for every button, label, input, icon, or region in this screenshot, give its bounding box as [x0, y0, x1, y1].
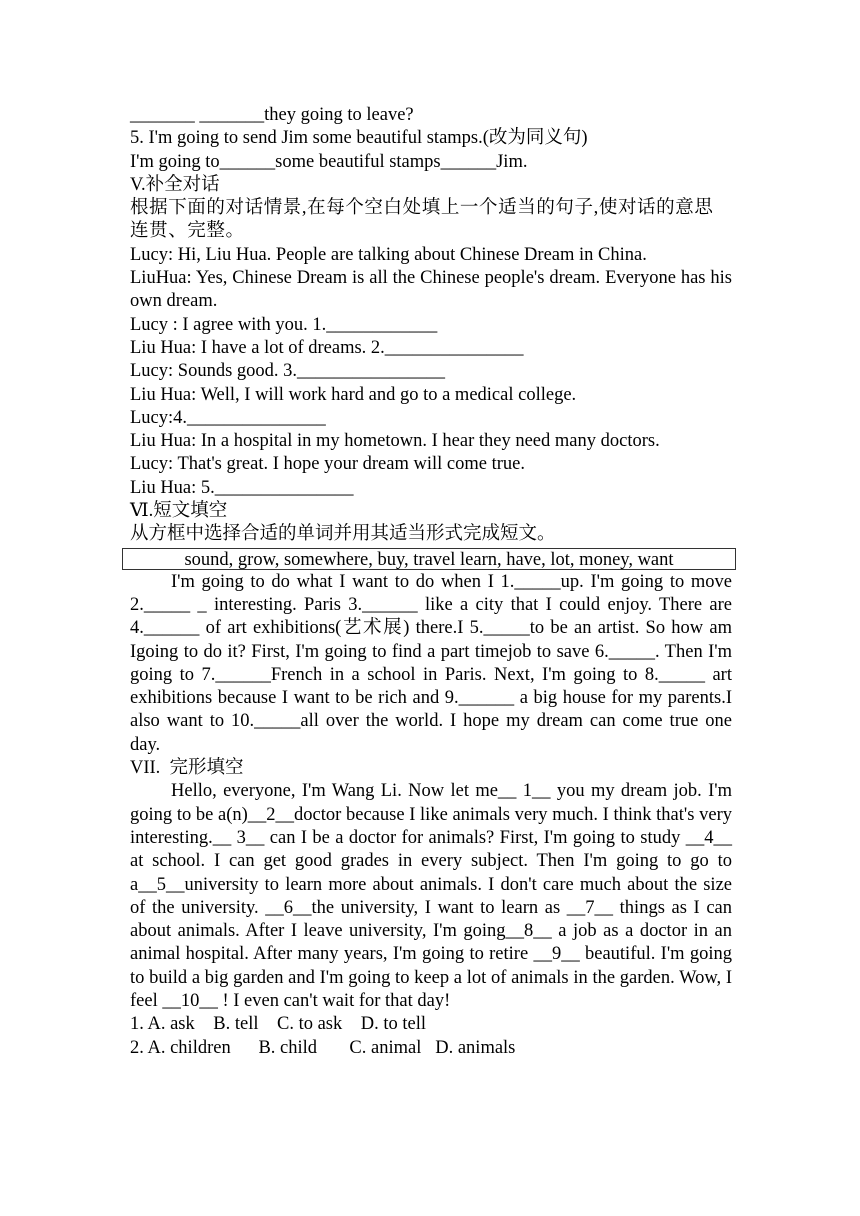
option-c: C. animal [349, 1037, 422, 1058]
document-content [130, 104, 732, 1060]
dialogue-line: Liu Hua: Well, I will work hard and go to a medical college. [130, 384, 577, 405]
section-heading-7: VII. 完形填空 [130, 758, 244, 779]
option-row-1 [130, 1013, 732, 1036]
word-box: sound, grow, somewhere, buy, travel learn, have, lot, money, want [122, 548, 736, 570]
option-b: B. child [258, 1037, 318, 1058]
section-heading-5: V.补全对话 [130, 174, 220, 195]
section-heading-6: Ⅵ.短文填空 [130, 501, 228, 522]
question-line: 5. I'm going to send Jim some beautiful stamps.(改为同义句) [130, 128, 588, 149]
question-line: I'm going to______some beautiful stamps______Jim. [130, 151, 528, 172]
question-line: _______ _______they going to leave? [130, 105, 414, 125]
dialogue-line: Liu Hua: I have a lot of dreams. 2._______________ [130, 337, 524, 358]
dialogue-line: Lucy: Hi, Liu Hua. People are talking about Chinese Dream in China. [130, 244, 647, 265]
dialogue-line: Lucy: Sounds good. 3.________________ [130, 361, 446, 382]
option-a: 2. A. children [130, 1037, 231, 1058]
dialogue-line: Lucy: That's great. I hope your dream will come true. [130, 454, 525, 475]
option-row-2 [130, 1037, 732, 1060]
cloze-passage-7: Hello, everyone, I'm Wang Li. Now let me__ 1__ you my dream job. I'm going to be a(n)__2__doctor because I like animals very much. I think that's very interesting.__ 3__ can I be a doctor for animals? First, I'm going to study __4__ at school. I can get good grades in every subject. Then I'm going to go to a__5__university to learn more about animals. I don't care much about the size of the university. __6__the university, I want to learn as __7__ things as I can about animals. After I leave university, I'm going__8__ a job as a doctor in an animal hospital. After many years, I'm going to retire __9__ beautiful. I'm going to build a big garden and I'm going to keep a lot of animals in the garden. Wow, I feel __10__ ! I even can't wait for that day! [130, 781, 732, 1011]
option-b: B. tell [213, 1014, 259, 1035]
dialogue-line: Liu Hua: In a hospital in my hometown. I hear they need many doctors. [130, 431, 660, 452]
section-instruction-5: 根据下面的对话情景,在每个空白处填上一个适当的句子,使对话的意思连贯、完整。 [130, 198, 714, 242]
dialogue-line: Lucy : I agree with you. 1.____________ [130, 314, 438, 335]
option-a: 1. A. ask [130, 1014, 195, 1035]
dialogue-line: Lucy:4._______________ [130, 407, 326, 428]
option-d: D. to tell [360, 1014, 427, 1035]
option-d: D. animals [435, 1037, 516, 1058]
dialogue-line: Liu Hua: 5._______________ [130, 477, 354, 498]
cloze-passage-6: I'm going to do what I want to do when I 1._____up. I'm going to move 2._____ _ interesting. Paris 3.______ like a city that I could enjoy. There are 4.______ of art exhibitions(艺术展) there.I 5._____to be an artist. So how am Igoing to do it? First, I'm going to find a part timejob to save 6._____. Then I'm going to 7.______French in a school in Paris. Next, I'm going to 8._____ art exhibitions because I want to be rich and 9.______ a big house for my parents.I also want to 10._____all over the world. I hope my dream can come true one day. [130, 571, 732, 755]
section-instruction-6: 从方框中选择合适的单词并用其适当形式完成短文。 [130, 524, 556, 545]
dialogue-line: LiuHua: Yes, Chinese Dream is all the Chinese people's dream. Everyone has his own dream. [130, 268, 732, 312]
option-c: C. to ask [276, 1014, 343, 1035]
